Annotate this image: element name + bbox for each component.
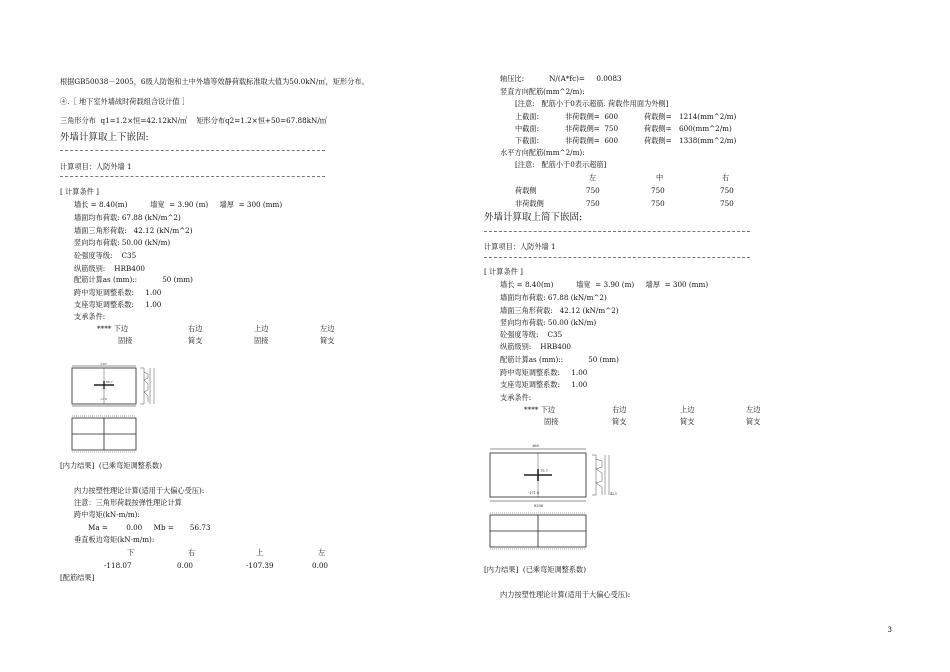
vert-row-top-label: 上截面:: [515, 112, 539, 121]
horiz-row-nonload-label: 非荷载侧: [515, 199, 544, 208]
uniform-load-2: 墙面均布荷载: 67.88 (kN/m^2): [500, 293, 607, 302]
plastic-method-note: 内力按塑性理论计算(适用于大偏心受压):: [74, 486, 205, 495]
vert-row-mid-nonload: 非荷载侧= 750: [565, 124, 619, 133]
horiz-row-nonload-mid: 750: [651, 199, 665, 208]
svg-text:-118: -118: [100, 397, 107, 401]
vertical-reinf-note: [注意: 配筋小于0表示超筋. 荷载作用面为外侧]: [515, 99, 669, 108]
boundary2-top: 简支: [680, 417, 695, 426]
vert-row-top-nonload: 非荷载侧= 600: [565, 112, 619, 121]
boundary2-head-left: 左边: [746, 405, 761, 414]
vertical-reinf-title: 竖直方向配筋(mm^2/m):: [500, 87, 585, 96]
edge-left-value: 0.00: [312, 561, 329, 570]
concrete-grade: 砼强度等级: C35: [74, 251, 137, 260]
vertical-load-2: 竖向均布荷载: 50.00 (kN/m): [500, 318, 597, 327]
triangular-load-2: 墙面三角形荷载: 42.12 (kN/m^2): [500, 306, 619, 315]
vert-row-bot-label: 下截面:: [515, 136, 539, 145]
intro-text: 根据GB50038－2005，6级人防饱和土中外墙等效静荷载标准取大值为50.0kN/㎡，矩形分布。: [60, 77, 369, 86]
section-4-title: ④.［ 地下室外墙战时荷载组合设计值 ］: [60, 97, 190, 106]
midspan-moment-title: 跨中弯矩(kN-m/m):: [74, 510, 140, 519]
vert-row-top-loadlabel: 荷载侧=: [644, 112, 672, 121]
svg-text:79.7: 79.7: [540, 469, 548, 473]
svg-text:-171.0: -171.0: [528, 491, 540, 495]
steel-grade-2: 纵筋级别: HRB400: [500, 342, 571, 351]
horiz-row-load-right: 750: [720, 186, 734, 195]
vert-row-mid-label: 中截面:: [515, 124, 539, 133]
horizontal-reinf-note: [注意: 配筋小于0表示超筋]: [515, 160, 607, 169]
axial-ratio: 轴压比: N/(A*fc)= 0.0083: [500, 74, 622, 83]
vert-row-mid-loadlabel: 荷载侧=: [644, 124, 672, 133]
horiz-head-left: 左: [589, 173, 597, 182]
vert-row-bot-nonload: 非荷载侧= 600: [565, 136, 619, 145]
moment-diagram-right: [484, 443, 624, 553]
horiz-row-nonload-left: 750: [586, 199, 600, 208]
divider: [484, 257, 750, 258]
heading-simple-top-fixed-bottom: 外墙计算取上简下嵌固:: [484, 212, 583, 223]
boundary2-head-right: 右边: [612, 405, 627, 414]
boundary-head-right: 右边: [188, 324, 203, 333]
horiz-row-load-label: 荷载侧: [515, 186, 537, 195]
triangular-note: 注意：三角形荷载按弹性理论计算: [74, 498, 182, 507]
steel-grade: 纵筋级别: HRB400: [74, 264, 145, 273]
horiz-head-mid: 中: [656, 173, 664, 182]
plastic-method-note-2: 内力按塑性理论计算(适用于大偏心受压):: [500, 590, 631, 599]
edge-right-value: 0.00: [177, 561, 194, 570]
conditions-title: [ 计算条件 ]: [60, 187, 99, 196]
boundary-left: 简支: [320, 336, 335, 345]
boundary2-bottom: 固接: [544, 417, 559, 426]
divider: [484, 231, 750, 232]
divider: [60, 176, 325, 177]
reinforcement-title: [配筋结果]: [60, 573, 95, 582]
uniform-load: 墙面均布荷载: 67.88 (kN/m^2): [74, 213, 181, 222]
svg-text:-107: -107: [100, 362, 107, 366]
boundary2-head-top: 上边: [680, 405, 695, 414]
edge-moment-title: 垂直板边弯矩(kN-m/m):: [74, 535, 155, 544]
edge-head-left: 左: [318, 548, 326, 557]
edge-head-bottom: 下: [127, 548, 135, 557]
project-title: 计算项目：人防外墙 1: [60, 162, 132, 171]
boundary2-right: 简支: [612, 417, 627, 426]
svg-text:368: 368: [532, 444, 539, 448]
edge-top-value: -107.39: [246, 561, 274, 570]
triangular-load: 墙面三角形荷载: 42.12 (kN/m^2): [74, 226, 193, 235]
boundary2-left: 简支: [746, 417, 761, 426]
boundary-head-top: 上边: [254, 324, 269, 333]
edge-bottom-value: -118.07: [104, 561, 132, 570]
force-results-title-2: [内力结果] (已乘弯矩调整系数): [484, 565, 587, 574]
wall-dimensions: 墙长 = 8.40(m) 墙宽 = 3.90 (m) 墙厚 = 300 (mm): [74, 200, 283, 209]
boundary-top: 固接: [254, 336, 269, 345]
moment-diagram-left: [68, 362, 160, 454]
vert-row-mid-load: 600(mm^2/m): [679, 124, 732, 133]
project-title-2: 计算项目：人防外墙 1: [484, 242, 556, 251]
load-combination: 三角形分布 q1=1.2×恒=42.12kN/㎡ 矩形分布q2=1.2×恒+50=67.88kN/㎡: [60, 116, 327, 125]
horiz-row-load-mid: 750: [651, 186, 665, 195]
cover-as-2: 配筋计算as (mm):: 50 (mm): [500, 355, 619, 364]
boundary-title: 支承条件:: [74, 312, 106, 321]
divider: [60, 150, 325, 151]
vert-row-bot-loadlabel: 荷载侧=: [644, 136, 672, 145]
boundary-head-bottom: **** 下边: [97, 324, 129, 333]
force-results-title: [内力结果] (已乘弯矩调整系数): [60, 461, 163, 470]
vert-row-bot-load: 1338(mm^2/m): [679, 136, 737, 145]
boundary-right: 简支: [188, 336, 203, 345]
horizontal-reinf-title: 水平方向配筋(mm^2/m):: [500, 148, 585, 157]
cover-as: 配筋计算as (mm):: 50 (mm): [74, 275, 193, 284]
midspan-moment-values: Ma = 0.00 Mb = 56.73: [88, 523, 211, 532]
svg-text:423: 423: [610, 492, 617, 496]
vert-row-top-load: 1214(mm^2/m): [679, 112, 737, 121]
page-number: 3: [887, 626, 892, 634]
horiz-row-nonload-right: 750: [720, 199, 734, 208]
boundary-head-left: 左边: [320, 324, 335, 333]
concrete-grade-2: 砼强度等级: C35: [500, 330, 563, 339]
boundary-title-2: 支承条件:: [500, 393, 532, 402]
horiz-row-load-left: 750: [586, 186, 600, 195]
support-factor-2: 支座弯矩调整系数: 1.00: [500, 380, 588, 389]
support-factor: 支座弯矩调整系数: 1.00: [74, 300, 162, 309]
midspan-factor: 跨中弯矩调整系数: 1.00: [74, 288, 162, 297]
edge-head-top: 上: [256, 548, 264, 557]
edge-head-right: 右: [188, 548, 196, 557]
svg-text:56.7: 56.7: [106, 380, 113, 384]
horiz-head-right: 右: [722, 173, 730, 182]
vertical-load: 竖向均布荷载: 50.00 (kN/m): [74, 238, 171, 247]
heading-fixed-both: 外墙计算取上下嵌固:: [60, 132, 149, 143]
conditions-title-2: [ 计算条件 ]: [484, 267, 523, 276]
boundary2-head-bottom: **** 下边: [524, 405, 556, 414]
boundary-bottom: 固接: [118, 336, 133, 345]
wall-dimensions-2: 墙长 = 8.40(m) 墙宽 = 3.90 (m) 墙厚 = 300 (mm): [500, 280, 709, 289]
midspan-factor-2: 跨中弯矩调整系数: 1.00: [500, 368, 588, 377]
svg-text:8398: 8398: [534, 504, 543, 508]
